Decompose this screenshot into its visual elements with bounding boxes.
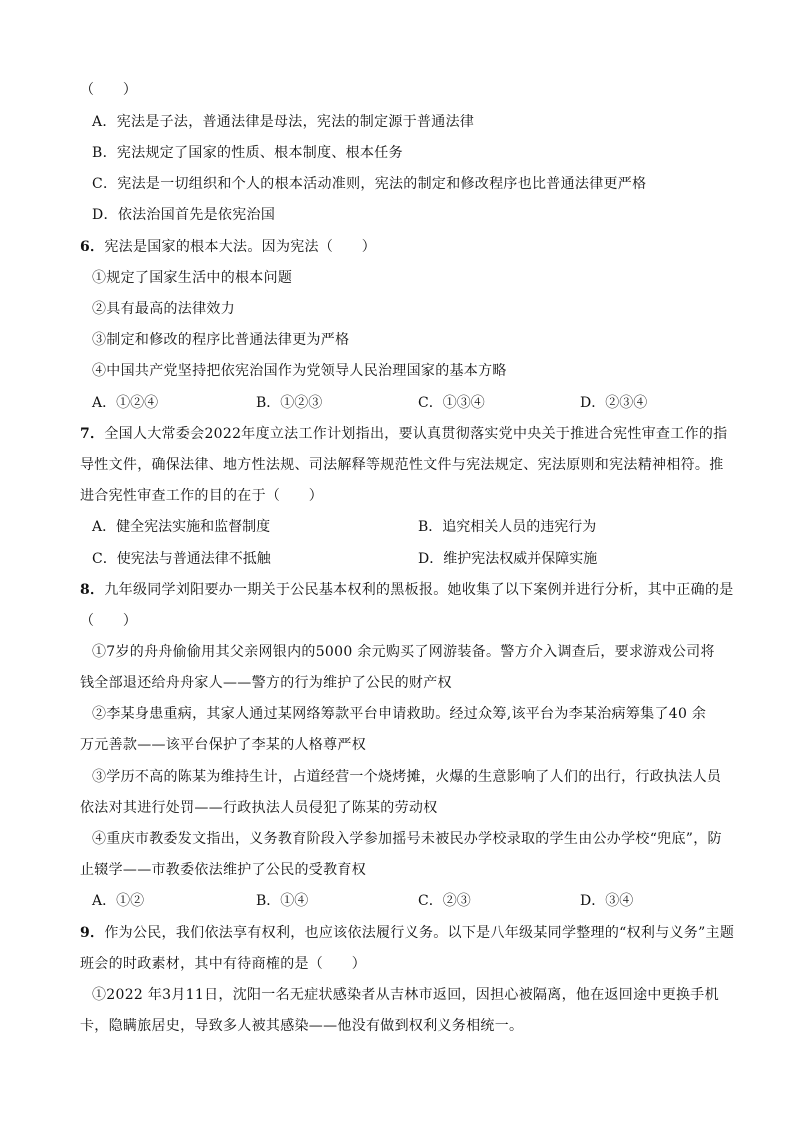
- q5-option-c: C．宪法是一切组织和个人的根本活动准则，宪法的制定和修改程序也比普通法律更严格: [92, 176, 647, 192]
- q5-option-a: A．宪法是子法，普通法律是母法，宪法的制定源于普通法律: [92, 114, 475, 130]
- q6-option-d: D．②③④: [580, 395, 648, 411]
- q6-item-3: ③制定和修改的程序比普通法律更为严格: [92, 332, 350, 348]
- q8-stem-line-1: [80, 580, 734, 600]
- q9-case-line-2: 卡，隐瞒旅居史，导致多人被其感染——他没有做到权利义务相统一。: [80, 1018, 524, 1034]
- q5-answer-paren: （ ）: [80, 82, 138, 98]
- q8-case-line-4: 万元善款——该平台保护了李某的人格尊严权: [80, 737, 366, 753]
- q7-stem-line-3: 进合宪性审查工作的目的在于（ ）: [80, 488, 324, 504]
- q8-option-d: D．③④: [580, 893, 634, 909]
- q7-option-a: A．健全宪法实施和监督制度: [92, 519, 271, 535]
- q8-case-line-2: 钱全部退还给舟舟家人——警方的行为维护了公民的财产权: [80, 675, 452, 691]
- q8-option-b: B．①④: [256, 893, 309, 909]
- q8-case-line-1: ①7岁的舟舟偷偷用其父亲网银内的5000 余元购买了网游装备。警方介入调查后，要求游戏公司将: [92, 644, 715, 660]
- q8-stem-text-1: 九年级同学刘阳要办一期关于公民基本权利的黑板报。她收集了以下案例并进行分析，其中正确的是: [104, 582, 734, 598]
- q9-stem-line-1: [80, 923, 734, 943]
- q8-case-line-8: 止辍学——市教委依法维护了公民的受教育权: [80, 862, 366, 878]
- q6-item-4: ④中国共产党坚持把依宪治国作为党领导人民治理国家的基本方略: [92, 363, 507, 379]
- q9-case-line-1: ①2022 年3月11日，沈阳一名无症状感染者从吉林市返回，因担心被隔离，他在返回途中更换手机: [92, 987, 719, 1003]
- q8-case-line-5: ③学历不高的陈某为维持生计，占道经营一个烧烤摊，火爆的生意影响了人们的出行，行政执法人员: [92, 769, 722, 785]
- q7-stem-text-1: 全国人大常委会2022年度立法工作计划指出，要认真贯彻落实党中央关于推进合宪性审查工作的指: [104, 426, 728, 442]
- q8-case-line-6: 依法对其进行处罚——行政执法人员侵犯了陈某的劳动权: [80, 800, 438, 816]
- q7-stem-line-2: 导性文件，确保法律、地方性法规、司法解释等规范性文件与宪法规定、宪法原则和宪法精神相符。推: [80, 457, 724, 473]
- q7-number: 7．: [80, 426, 105, 442]
- q9-stem-line-2: 班会的时政素材，其中有待商榷的是（ ）: [80, 956, 366, 972]
- q5-option-d: D．依法治国首先是依宪治国: [92, 207, 276, 223]
- q8-number: 8．: [80, 582, 105, 598]
- q6-stem-text: 宪法是国家的根本大法。因为宪法（ ）: [104, 239, 377, 255]
- q5-option-b: B．宪法规定了国家的性质、根本制度、根本任务: [92, 145, 403, 161]
- q6-option-a: A．①②④: [92, 395, 159, 411]
- q7-option-c: C．使宪法与普通法律不抵触: [92, 551, 271, 567]
- q8-case-line-3: ②李某身患重病，其家人通过某网络筹款平台申请救助。经过众筹,该平台为李某治病筹集了40 余: [92, 706, 707, 722]
- q6-option-b: B．①②③: [256, 395, 323, 411]
- q7-option-b: B．追究相关人员的违宪行为: [418, 519, 597, 535]
- q9-stem-text-1: 作为公民，我们依法享有权利，也应该依法履行义务。以下是八年级某同学整理的“权利与义务”主题: [104, 925, 735, 941]
- q6-stem: [80, 237, 376, 257]
- q8-option-c: C．②③: [418, 893, 471, 909]
- q8-option-a: A．①②: [92, 893, 145, 909]
- q9-number: 9．: [80, 925, 105, 941]
- q7-stem-line-1: [80, 424, 727, 444]
- q8-case-line-7: ④重庆市教委发文指出，义务教育阶段入学参加摇号未被民办学校录取的学生由公办学校“兜底”，防: [92, 831, 722, 847]
- q8-stem-line-2: （ ）: [80, 613, 138, 629]
- q6-number: 6．: [80, 239, 105, 255]
- q6-option-c: C．①③④: [418, 395, 485, 411]
- q7-option-d: D．维护宪法权威并保障实施: [418, 551, 598, 567]
- q6-item-1: ①规定了国家生活中的根本问题: [92, 270, 293, 286]
- q6-item-2: ②具有最高的法律效力: [92, 301, 235, 317]
